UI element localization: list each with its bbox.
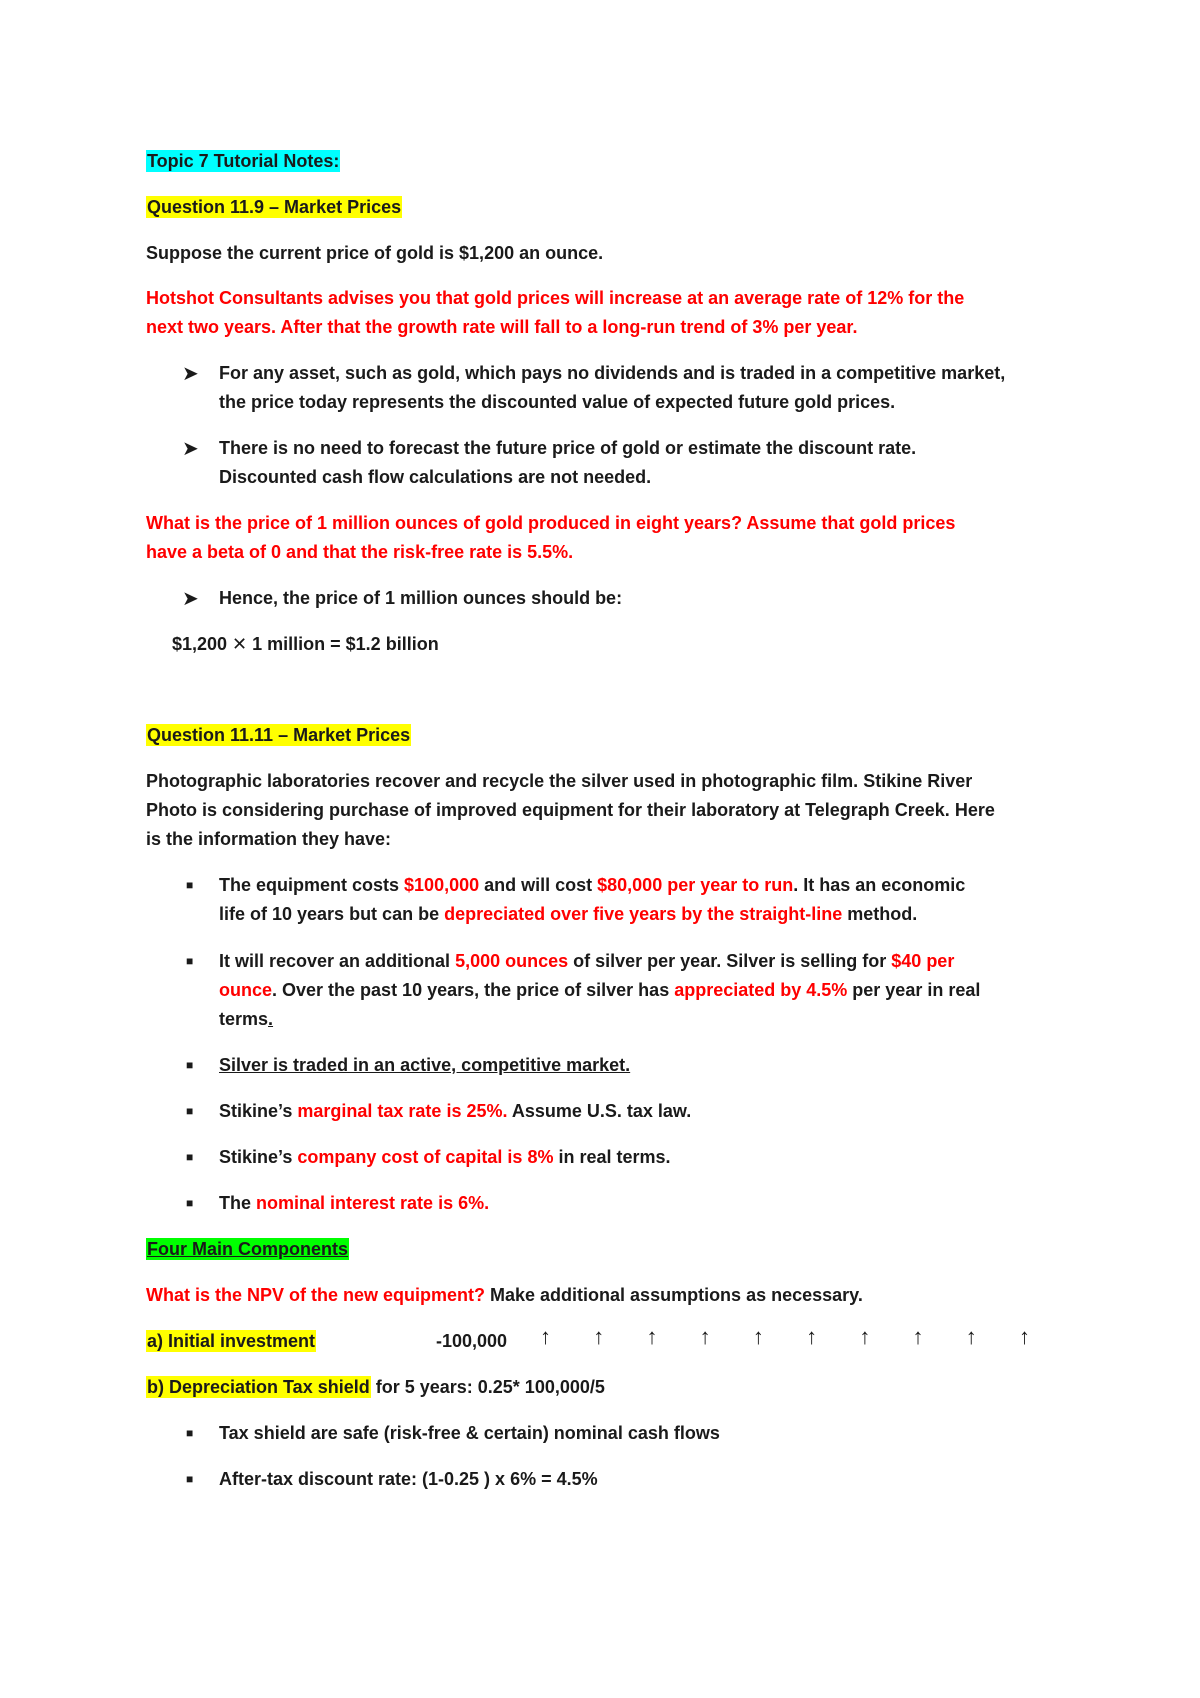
- list-item: ounce. Over the past 10 years, the price of silver has appreciated by 4.5% per year in real: [219, 980, 981, 1000]
- arrow-bullet-icon: ➤: [182, 363, 199, 385]
- question-heading: Question 11.9 – Market Prices: [147, 197, 402, 217]
- list-item: Tax shield are safe (risk-free & certain) nominal cash flows: [219, 1423, 720, 1443]
- up-arrow-icon: ↑: [752, 1324, 764, 1349]
- square-bullet-icon: ■: [186, 1472, 194, 1486]
- section-heading: Four Main Components: [147, 1239, 348, 1259]
- up-arrow-icon: ↑: [912, 1324, 924, 1349]
- arrow-bullet-icon: ➤: [182, 438, 199, 460]
- formula: $1,200 ✕ 1 million = $1.2 billion: [172, 634, 439, 654]
- list-item: After-tax discount rate: (1-0.25 ) x 6% = 4.5%: [219, 1469, 598, 1489]
- square-bullet-icon: ■: [186, 878, 194, 892]
- bullet-text: Discounted cash flow calculations are not needed.: [219, 467, 652, 487]
- square-bullet-icon: ■: [186, 1426, 194, 1440]
- depreciation-line: b) Depreciation Tax shield for 5 years: 0.25* 100,000/5: [147, 1377, 605, 1397]
- up-arrow-icon: ↑: [965, 1324, 977, 1349]
- paragraph-red: have a beta of 0 and that the risk-free rate is 5.5%.: [146, 542, 574, 562]
- up-arrow-icon: ↑: [806, 1324, 818, 1349]
- bullet-text: There is no need to forecast the future price of gold or estimate the discount rate.: [219, 438, 917, 458]
- list-item: Stikine’s company cost of capital is 8% in real terms.: [219, 1147, 671, 1167]
- list-item: The nominal interest rate is 6%.: [219, 1193, 490, 1213]
- up-arrow-icon: ↑: [1018, 1324, 1030, 1349]
- up-arrow-icon: ↑: [699, 1324, 711, 1349]
- initial-investment-value: -100,000: [436, 1331, 508, 1351]
- list-item: life of 10 years but can be depreciated over five years by the straight-line method.: [219, 904, 918, 924]
- paragraph-red: Hotshot Consultants advises you that gold prices will increase at an average rate of 12% for the: [146, 288, 965, 308]
- bullet-text: Hence, the price of 1 million ounces should be:: [219, 588, 623, 608]
- question-heading: Question 11.11 – Market Prices: [147, 725, 411, 745]
- square-bullet-icon: ■: [186, 1104, 194, 1118]
- cash-flow-arrows: [540, 1324, 1030, 1350]
- arrow-bullet-icon: ➤: [182, 588, 199, 610]
- initial-investment-label: a) Initial investment: [147, 1331, 316, 1351]
- paragraph-red: next two years. After that the growth rate will fall to a long-run trend of 3% per year.: [146, 317, 858, 337]
- bullet-text: the price today represents the discounted value of expected future gold prices.: [219, 392, 896, 412]
- up-arrow-icon: ↑: [540, 1324, 551, 1349]
- page-title: Topic 7 Tutorial Notes:: [147, 151, 340, 171]
- list-item: Stikine’s marginal tax rate is 25%. Assume U.S. tax law.: [219, 1101, 692, 1121]
- square-bullet-icon: ■: [186, 1196, 194, 1210]
- up-arrow-icon: ↑: [646, 1324, 658, 1349]
- list-item: The equipment costs $100,000 and will cost $80,000 per year to run. It has an economic: [219, 875, 966, 895]
- square-bullet-icon: ■: [186, 1150, 194, 1164]
- paragraph-red: What is the price of 1 million ounces of gold produced in eight years? Assume that gold prices: [146, 513, 956, 533]
- list-item: Silver is traded in an active, competitive market.: [219, 1055, 631, 1075]
- paragraph: is the information they have:: [146, 829, 392, 849]
- paragraph: Photographic laboratories recover and recycle the silver used in photographic film. Stikine River: [146, 771, 973, 791]
- paragraph: What is the NPV of the new equipment? Make additional assumptions as necessary.: [146, 1285, 863, 1305]
- list-item: terms.: [219, 1009, 274, 1029]
- list-item: It will recover an additional 5,000 ounces of silver per year. Silver is selling for $40 per: [219, 951, 955, 971]
- bullet-text: For any asset, such as gold, which pays no dividends and is traded in a competitive market,: [219, 363, 1006, 383]
- square-bullet-icon: ■: [186, 954, 194, 968]
- up-arrow-icon: ↑: [859, 1324, 871, 1349]
- paragraph: Suppose the current price of gold is $1,200 an ounce.: [146, 243, 604, 263]
- square-bullet-icon: ■: [186, 1058, 194, 1072]
- paragraph: Photo is considering purchase of improved equipment for their laboratory at Telegraph Creek. Here: [146, 800, 995, 820]
- up-arrow-icon: ↑: [593, 1324, 605, 1349]
